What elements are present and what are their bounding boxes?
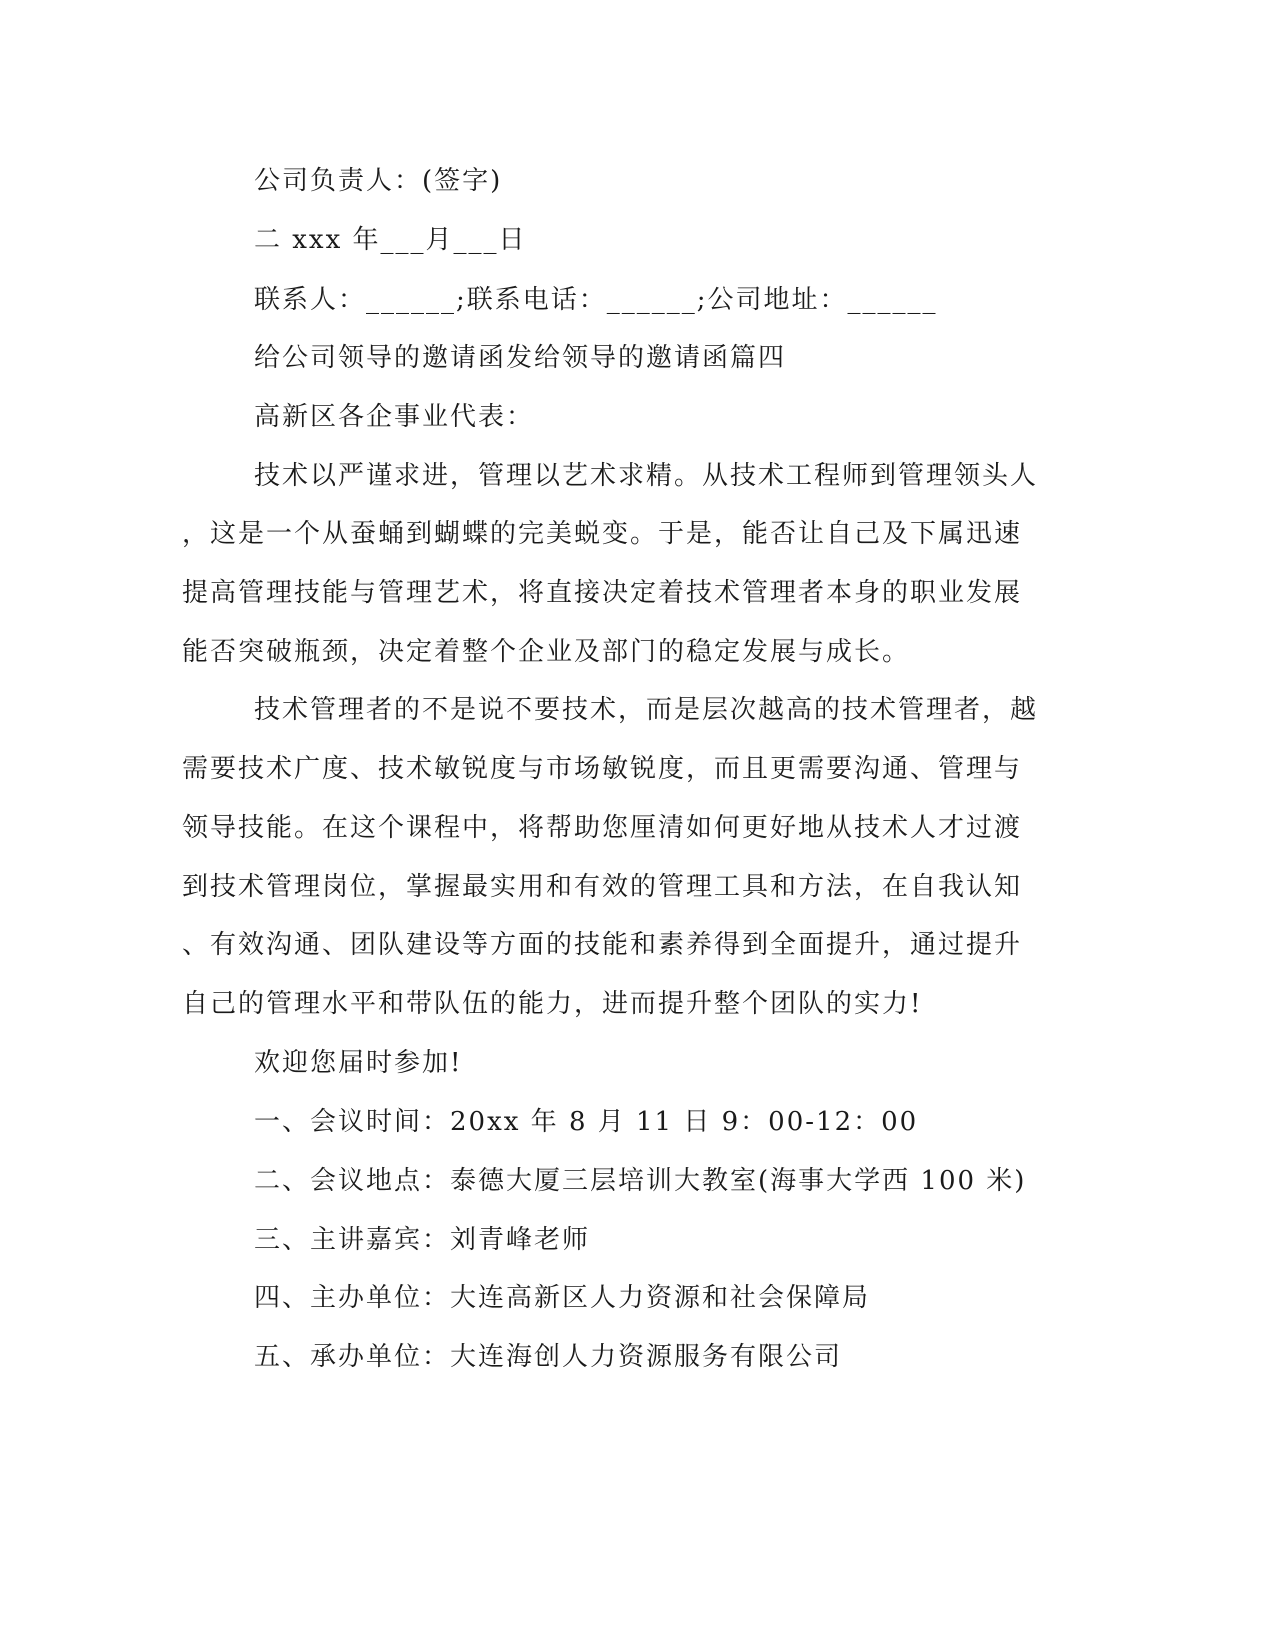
paragraph2-line: 、有效沟通、团队建设等方面的技能和素养得到全面提升，通过提升 <box>182 930 1023 960</box>
date-line: 二 xxx 年___月___日 <box>254 225 527 255</box>
welcome-line: 欢迎您届时参加! <box>254 1048 463 1078</box>
paragraph1-line: 提高管理技能与管理艺术，将直接决定着技术管理者本身的职业发展 <box>182 578 1023 608</box>
contact-line: 联系人：______;联系电话：______;公司地址：______ <box>254 285 938 315</box>
detail-item: 一、会议时间：20xx 年 8 月 11 日 9：00-12：00 <box>254 1107 919 1137</box>
paragraph1-line: 能否突破瓶颈，决定着整个企业及部门的稳定发展与成长。 <box>182 637 911 667</box>
paragraph2-line: 需要技术广度、技术敏锐度与市场敏锐度，而且更需要沟通、管理与 <box>182 754 1023 784</box>
detail-item: 五、承办单位：大连海创人力资源服务有限公司 <box>254 1342 843 1372</box>
paragraph2-line: 技术管理者的不是说不要技术，而是层次越高的技术管理者，越 <box>254 695 1039 725</box>
paragraph1-line: 技术以严谨求进，管理以艺术求精。从技术工程师到管理领头人 <box>254 461 1039 491</box>
detail-item: 二、会议地点：泰德大厦三层培训大教室(海事大学西 100 米) <box>254 1166 1027 1196</box>
paragraph2-line: 自己的管理水平和带队伍的能力，进而提升整个团队的实力! <box>182 989 923 1019</box>
paragraph2-line: 领导技能。在这个课程中，将帮助您厘清如何更好地从技术人才过渡 <box>182 813 1023 843</box>
section-title: 给公司领导的邀请函发给领导的邀请函篇四 <box>254 343 787 373</box>
paragraph1-line: ，这是一个从蚕蛹到蝴蝶的完美蜕变。于是，能否让自己及下属迅速 <box>182 519 1023 549</box>
salutation: 高新区各企事业代表： <box>254 402 535 432</box>
detail-item: 三、主讲嘉宾：刘青峰老师 <box>254 1225 591 1255</box>
signature-line: 公司负责人：(签字) <box>254 166 503 196</box>
detail-item: 四、主办单位：大连高新区人力资源和社会保障局 <box>254 1283 871 1313</box>
paragraph2-line: 到技术管理岗位，掌握最实用和有效的管理工具和方法，在自我认知 <box>182 872 1023 902</box>
